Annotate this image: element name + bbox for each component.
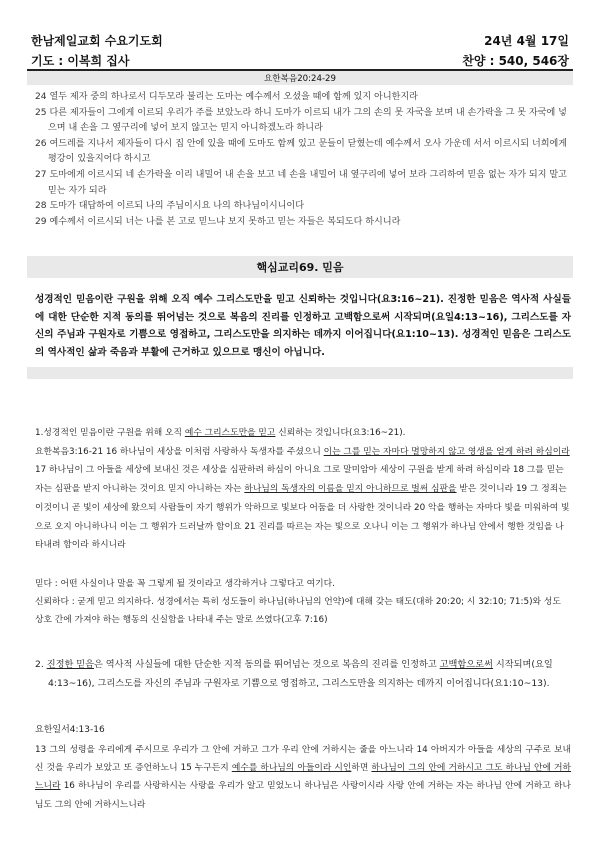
definition-believe: 믿다 : 어떤 사실이나 말을 꼭 그렇게 될 것이라고 생각하거나 그렇다고 여기다. (35, 579, 335, 589)
scripture-verses (35, 90, 571, 230)
point-two-underline: 고백함으로써 (439, 659, 493, 670)
first-john-text (35, 741, 571, 814)
scripture-text: 13 그의 성령을 우리에게 주시므로 우리가 그 안에 거하고 그가 우리 안에 거하시는 줄을 아느니라 14 아버지가 아들을 세상의 구주로 보내신 것을 우리가 보았고 또 증언하노니 15 누구든지 (35, 745, 571, 774)
point-number: 2. (35, 659, 47, 670)
scripture-text: 하면 (351, 763, 372, 774)
point-two (35, 656, 571, 693)
point-one-heading (35, 424, 571, 443)
section-separator-bar (27, 367, 573, 379)
verse-line: 24 열두 제자 중의 하나로서 디두모라 불리는 도마는 예수께서 오셨을 때에 함께 있지 아니한지라 (35, 92, 418, 102)
verse-line: 29 예수께서 이르시되 너는 나를 본 고로 믿느냐 보지 못하고 믿는 자들은 복되도다 하시니라 (35, 216, 401, 227)
point-one-scripture (35, 443, 571, 555)
scripture-underline: 이는 그를 믿는 자마다 멸망하지 않고 영생을 얻게 하려 하심이라 (323, 446, 570, 457)
verse-line: 25 다른 제자들이 그에게 이르되 우리가 주를 보았노라 하니 도마가 이르되 내가 그의 손의 못 자국을 보며 내 손가락을 그 못 자국에 넣으며 내 손을 그 옆구리에 넣어 보지 않고는 믿지 아니하겠노라 하니라 (35, 107, 567, 134)
scripture-reference-bar (27, 71, 573, 85)
worship-bulletin-page (27, 0, 573, 849)
scripture-text: 요한복음3:16-21 16 하나님이 세상을 이처럼 사랑하사 독생자를 주셨으니 (35, 446, 324, 457)
scripture-underline: 하나님이 그의 안에 거하시고 그도 하나님 안에 거하느니라 (35, 763, 572, 792)
verse-line: 27 도마에게 이르시되 네 손가락을 이리 내밀어 내 손을 보고 네 손을 내밀어 내 옆구리에 넣어 보라 그리하여 믿음 없는 자가 되지 말고 믿는 자가 되라 (35, 169, 567, 196)
verse-line: 26 여드레를 지나서 제자들이 다시 집 안에 있을 때에 도마도 함께 있고 문들이 닫혔는데 예수께서 오사 가운데 서서 이르시되 너희에게 평강이 있을지어다 하시고 (35, 138, 568, 165)
church-service-title: 한남제일교회 수요기도회 (31, 34, 163, 48)
hymn-numbers: 찬양 : 540, 546장 (462, 54, 569, 68)
scripture-text: 16 하나님이 우리를 사랑하시는 사랑을 우리가 알고 믿었노니 하나님은 사랑이시라 사랑 안에 거하는 자는 하나님 안에 거하고 하나님도 그의 안에 거하시느니라 (35, 781, 571, 810)
doctrine-title-bar (27, 256, 573, 278)
scripture-underline: 하나님의 독생자의 이름을 믿지 아니하므로 벌써 심판을 (244, 484, 457, 495)
definitions (35, 575, 571, 629)
point-two-body: 은 역사적 사실들에 대한 단순한 지적 동의를 뛰어넘는 것으로 복음의 진리를 인정하고 (93, 659, 440, 670)
scripture-text: 17 하나님이 그 아들을 세상에 보내신 것은 세상을 심판하려 하심이 아니요 그로 말미암아 세상이 구원을 받게 하려 하심이라 18 그를 믿는 자는 심판을 받지 아니하는 것이요 믿지 아니하는 자는 (35, 465, 564, 495)
point-two-text (35, 656, 571, 693)
doctrine-title: 핵심교리69. 믿음 (256, 261, 344, 274)
point-one (35, 424, 571, 555)
scripture-underline: 예수를 하나님의 아들이라 시인 (231, 763, 352, 774)
prayer-leader: 기도 : 이복희 집사 (31, 54, 130, 68)
service-date: 24년 4월 17일 (484, 34, 569, 48)
verse-line: 28 도마가 대답하여 이르되 나의 주님이시요 나의 하나님이시니이다 (35, 201, 304, 212)
point-two-underline: 진정한 믿음 (46, 659, 94, 670)
scripture-text: 받은 것이니라 19 그 정죄는 이것이니 곧 빛이 세상에 왔으되 사람들이 자기 행위가 악하므로 빛보다 어둠을 더 사랑한 것이니라 20 악을 행하는 자마다 빛을 미워하여 빛으로 오지 아니하나니 이는 그 행위가 드러날까 함이요 21 진리를 따르는 자는 빛으로 오나니 이는 그 행위가 하나님 안에서 행한 것임을 나타내려 함이라 하시니라 (35, 484, 570, 551)
point-two-body-end: 시작되며(요일4:13~16), 그리스도를 자신의 주님과 구원자로 기쁨으로 영접하고, 그리스도만을 의지하는 데까지 이어집니다(요1:10~13). (48, 659, 553, 689)
point-one-text: 1.성경적인 믿음이란 구원을 위해 오직 (35, 428, 185, 438)
definition-trust: 신뢰하다 : 굳게 믿고 의지하다. 성경에서는 특히 성도들이 하나님(하나님의 언약)에 대해 갖는 태도(대하 20:20; 시 32:10; 71:5)와 성도 상호 간에 가져야 하는 행동의 신실함을 나타내 주는 말로 쓰였다(고후 7:16) (35, 597, 561, 625)
point-one-underline: 예수 그리스도만을 믿고 (184, 428, 276, 438)
doctrine-summary: 성경적인 믿음이란 구원을 위해 오직 예수 그리스도만을 믿고 신뢰하는 것입니다(요3:16~21). 진정한 믿음은 역사적 사실들에 대한 단순한 지적 동의를 뛰어넘는 것으로 복음의 진리를 인정하고 고백함으로써 시작되며(요일4:13~16), 그리스도를 자신의 주님과 구원자로 기쁨으로 영접하고, 그리스도만을 의지하는 데까지 이어집니다(요1:10~13). 성경적인 믿음은 그리스도의 역사적인 삶과 죽음과 부활에 근거하고 있으므로 맹신이 아닙니다. (35, 294, 571, 358)
first-john-reference: 요한일서4:13-16 (35, 725, 105, 735)
scripture-reference: 요한복음20:24-29 (263, 74, 336, 84)
point-one-text-end: 신뢰하는 것입니다(요3:16~21). (275, 428, 406, 438)
